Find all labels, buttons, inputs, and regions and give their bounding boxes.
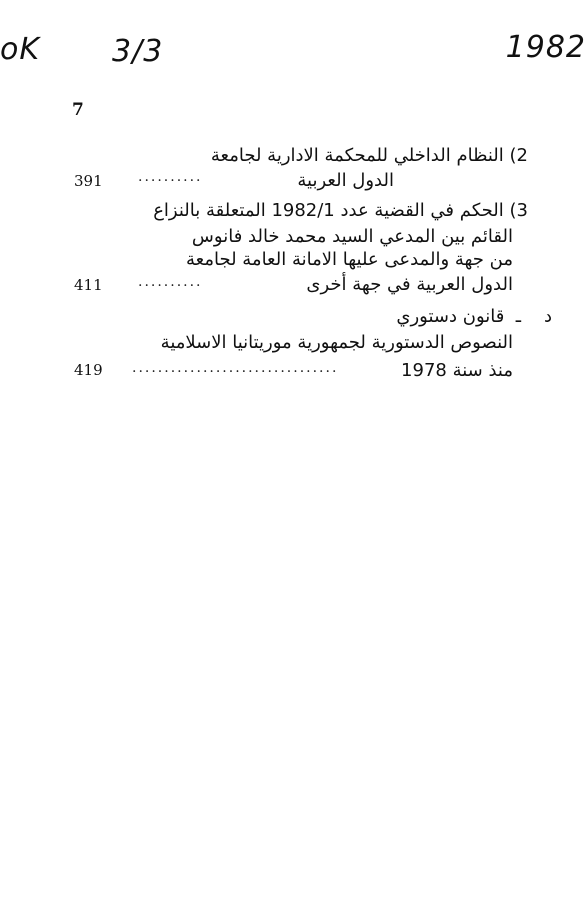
section-heading [396,306,552,327]
handwritten-mark-middle: 3/3 [112,34,164,69]
handwritten-mark-right: 1982 [505,30,586,65]
entry-2-page-number: 391 [74,172,103,190]
handwritten-mark-left: oK [0,32,41,67]
page-number: 7 [72,100,84,120]
entry-3-index: 3) [509,200,528,221]
entry-3-line-2: القائم بين المدعي السيد محمد خالد فانوس [191,226,513,247]
entry-2-index: 2) [509,145,528,166]
entry-4-line-1: النصوص الدستورية لجمهورية موريتانيا الاسلامية [160,332,513,353]
entry-4-page-number: 419 [74,361,103,379]
entry-2-line-2: الدول العربية [297,170,394,191]
entry-4-dot-leader: ................................ [132,360,339,376]
entry-3-page-number: 411 [74,276,103,294]
section-label: د [543,306,552,327]
entry-2-text-line-1: النظام الداخلي للمحكمة الادارية لجامعة [210,145,504,166]
entry-3-line-3: من جهة والمدعى عليها الامانة العامة لجامعة [186,249,513,270]
section-title: قانون دستوري [396,306,505,327]
entry-3-dot-leader: .......... [138,274,203,290]
entry-3-line-4: الدول العربية في جهة أخرى [306,274,513,295]
section-dash: ـ [510,306,539,327]
entry-4-line-2: منذ سنة 1978 [401,360,513,381]
entry-2-line-1 [211,145,528,166]
entry-3-line-1 [153,200,528,221]
entry-2-dot-leader: .......... [138,169,203,185]
entry-3-text-line-1: الحكم في القضية عدد 1982/1 المتعلقة بالنزاع [153,200,504,221]
